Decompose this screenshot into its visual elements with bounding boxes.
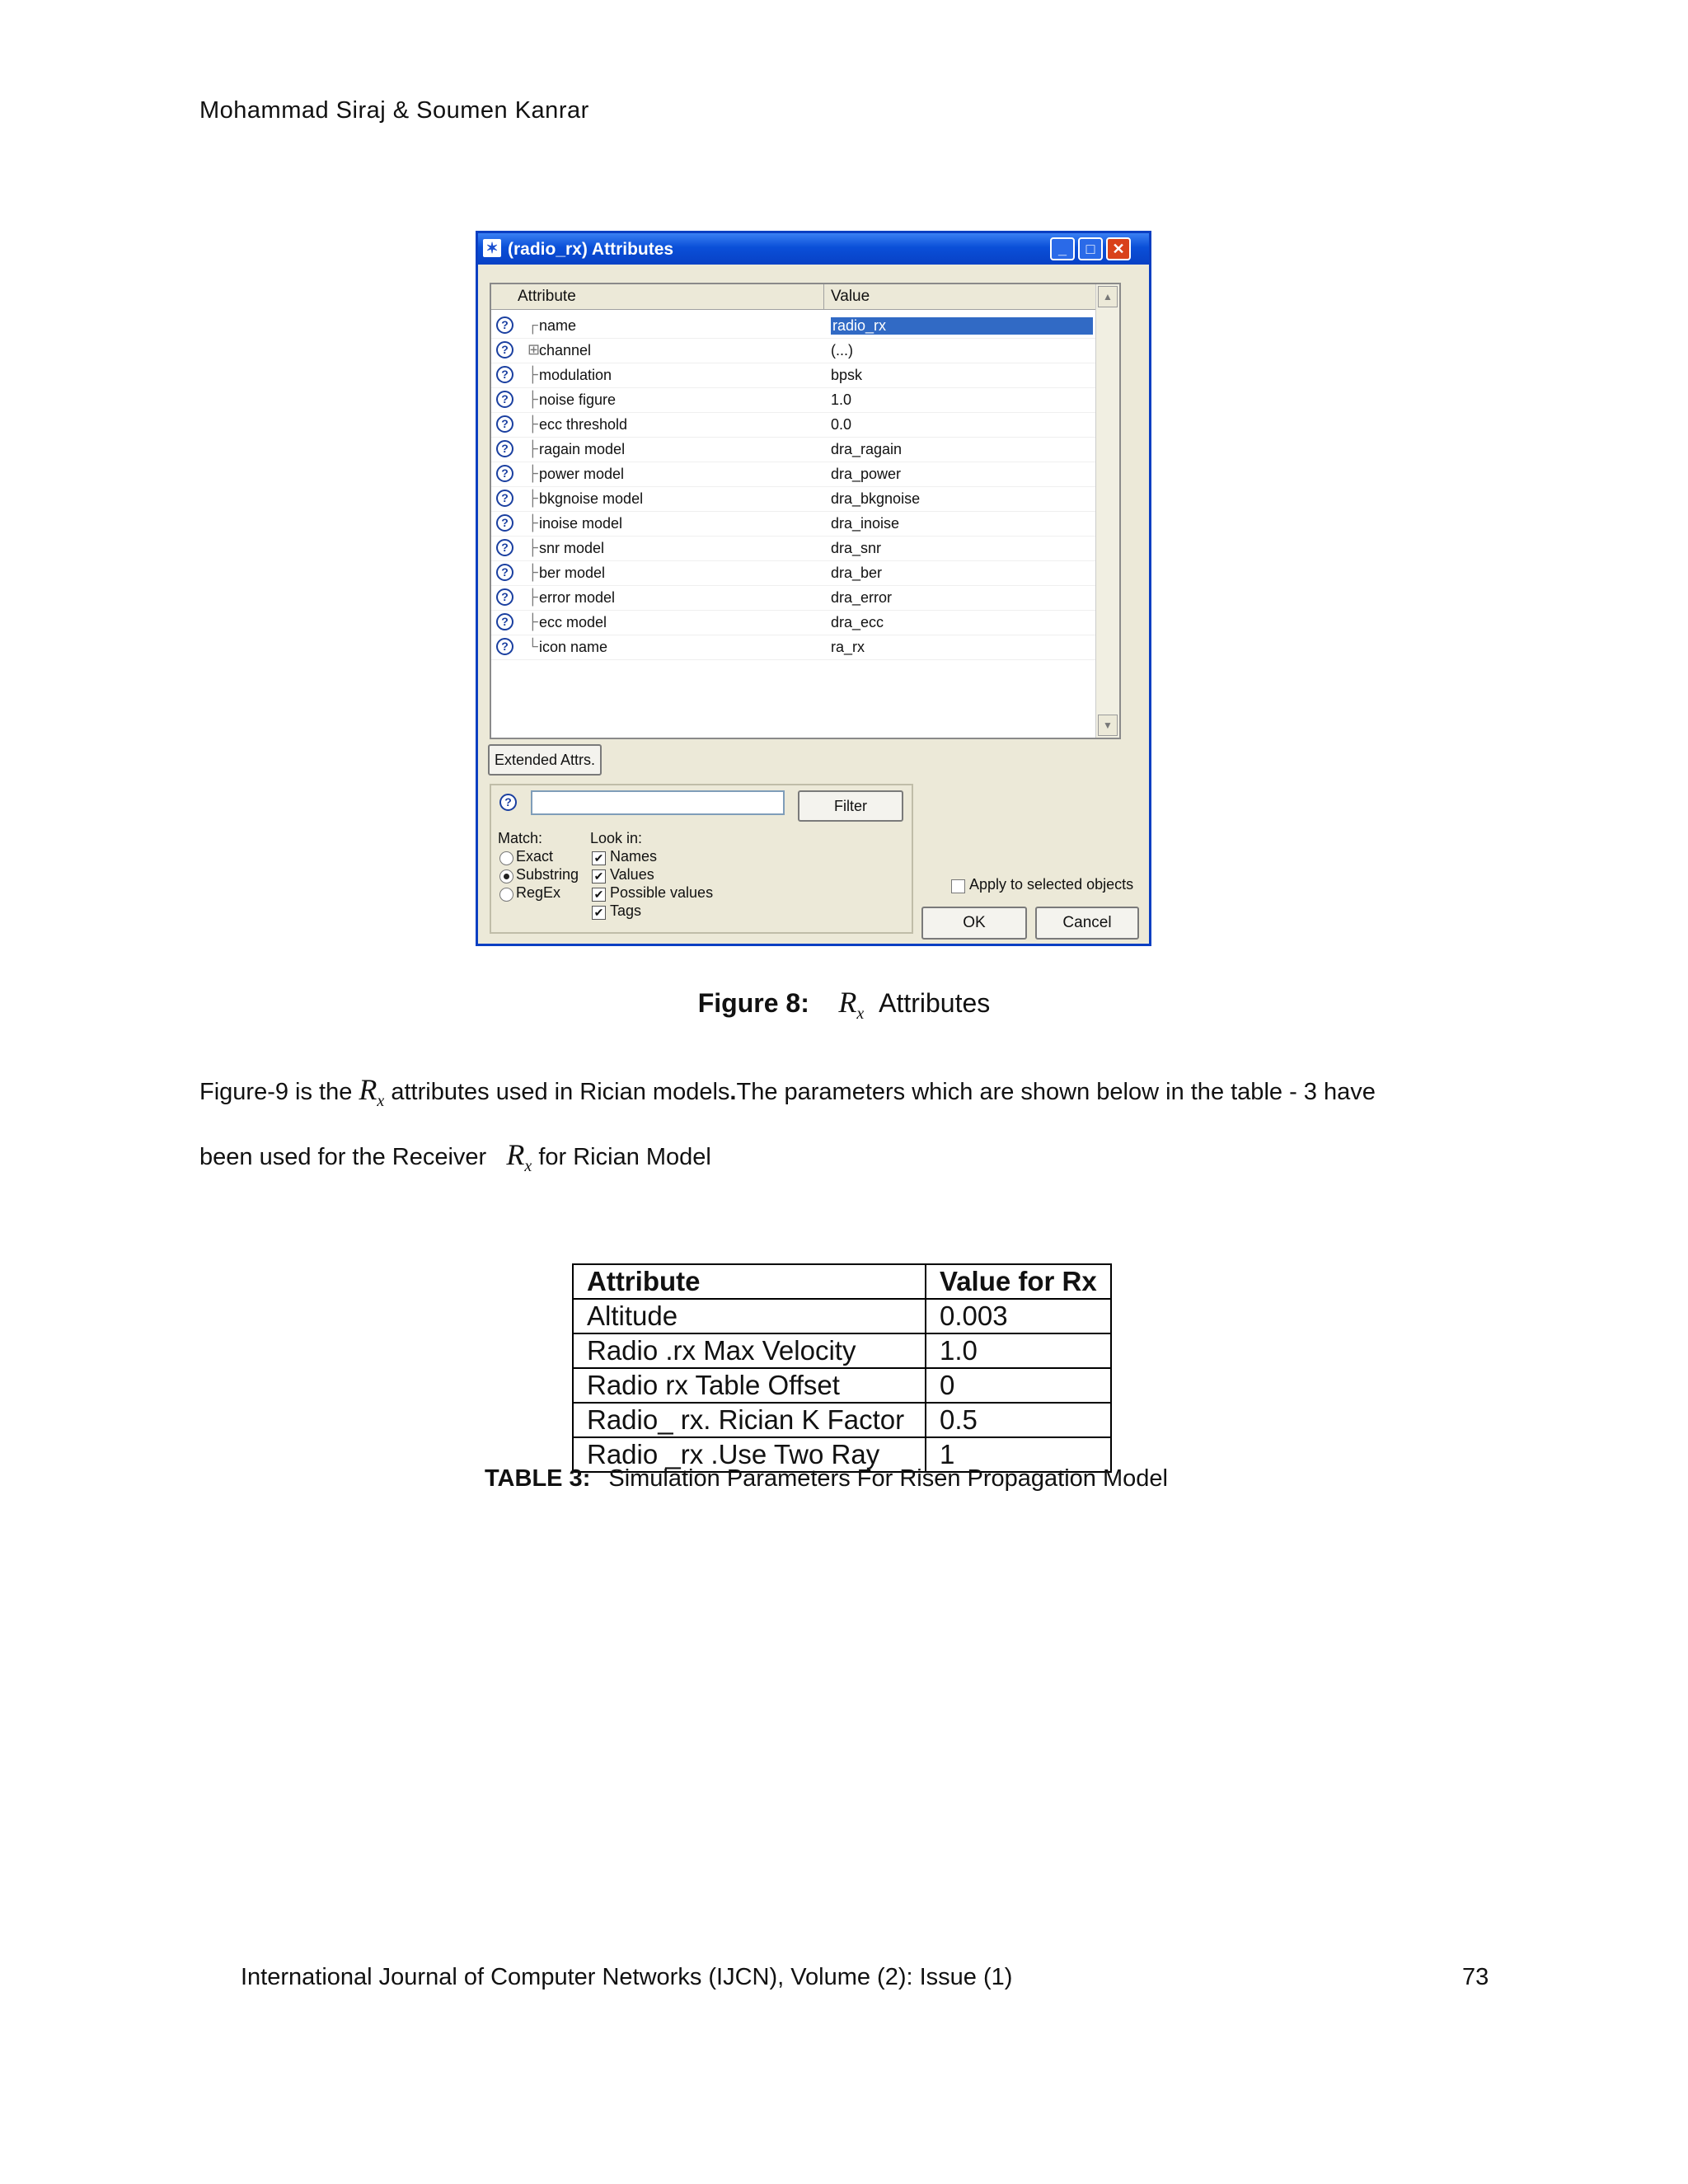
table-row[interactable] [491,586,1096,611]
help-icon[interactable]: ? [496,588,513,606]
attribute-value[interactable]: dra_ber [831,565,883,581]
table-row[interactable] [491,611,1096,635]
table-cell-attribute: Radio rx Table Offset [573,1368,926,1403]
look-in-tags-label[interactable]: Tags [610,902,642,919]
tree-connector-icon: ├ [528,440,538,457]
attribute-name: name [539,317,577,334]
para-text-1: Figure-9 is the [199,1079,353,1105]
para-text-5: for Rician Model [538,1144,711,1171]
table-row[interactable] [491,462,1096,487]
table-row[interactable] [491,561,1096,586]
table-header-attribute: Attribute [573,1264,926,1299]
help-icon[interactable]: ? [496,366,513,383]
look-in-possible-values-checkbox[interactable]: ✔ [592,888,606,902]
para-text-2: attributes used in Rician models [391,1079,730,1105]
tree-connector-icon: ├ [528,391,538,407]
attribute-name: snr model [539,540,605,556]
table-row [573,1403,1111,1437]
match-radio-exact[interactable] [499,851,513,865]
table-row[interactable] [491,512,1096,537]
table-cell-value: 0 [926,1368,1111,1403]
attribute-value[interactable]: (...) [831,342,853,359]
table-row [573,1299,1111,1333]
simulation-parameters-table [572,1263,1112,1473]
match-radio-regex[interactable] [499,888,513,902]
attribute-name: channel [539,342,592,359]
help-icon[interactable]: ? [496,440,513,457]
table-body [573,1299,1111,1472]
help-icon[interactable]: ? [496,415,513,433]
look-in-names-checkbox[interactable]: ✔ [592,851,606,865]
help-icon[interactable]: ? [496,638,513,655]
filter-input[interactable] [531,790,785,815]
dialog-titlebar [478,233,1149,265]
match-option-regex[interactable]: RegEx [516,884,561,901]
table-cell-value: 0.5 [926,1403,1111,1437]
figure-label: Figure 8: [697,988,809,1018]
look-in-tags-checkbox[interactable]: ✔ [592,906,606,920]
attribute-value[interactable]: radio_rx [831,317,1093,335]
attribute-value[interactable]: dra_ecc [831,614,884,630]
tree-connector-icon: ├ [528,465,538,481]
attribute-value[interactable]: ra_rx [831,639,865,655]
attribute-name: error model [539,589,616,606]
rx-symbol-inline-1: $R_x$ [359,1073,385,1111]
table-cell-value: 1 [926,1437,1111,1472]
running-header-authors: Mohammad Siraj & Soumen Kanrar [199,97,589,124]
table-row[interactable] [491,537,1096,561]
tree-connector-icon: └ [528,638,538,654]
table-row[interactable] [491,438,1096,462]
table-cell-attribute: Radio_ rx. Rician K Factor [573,1403,926,1437]
filter-button[interactable]: Filter [798,790,903,822]
table-label: TABLE 3: [485,1465,591,1492]
attribute-value[interactable]: dra_error [831,589,893,606]
grid-rows [491,314,1096,660]
attribute-value[interactable]: dra_inoise [831,515,900,532]
page-number: 73 [1462,1964,1489,1990]
attribute-name: inoise model [539,515,623,532]
help-icon[interactable]: ? [496,613,513,630]
table-row[interactable] [491,363,1096,388]
match-label: Match: [498,830,543,846]
help-icon[interactable]: ? [496,391,513,408]
attribute-name: power model [539,466,625,482]
tree-connector-icon: ├ [528,514,538,531]
maximize-icon[interactable]: □ [1078,237,1103,260]
attribute-grid [490,283,1121,739]
tree-connector-icon: ├ [528,564,538,580]
match-radio-substring[interactable] [499,869,513,883]
table-cell-attribute: Radio .rx Max Velocity [573,1333,926,1368]
table-row[interactable] [491,413,1096,438]
help-icon[interactable]: ? [496,341,513,359]
table-caption-text: Simulation Parameters For Risen Propagation Model [608,1465,1168,1492]
attribute-value[interactable]: dra_ragain [831,441,903,457]
look-in-values-label[interactable]: Values [610,866,654,883]
table-row [573,1333,1111,1368]
para-period: . [729,1079,737,1105]
dialog-title: (radio_rx) Attributes [508,240,674,259]
close-icon[interactable]: ✕ [1106,237,1131,260]
attribute-value[interactable]: 1.0 [831,391,852,408]
tree-connector-icon: ├ [528,490,538,506]
look-in-label: Look in: [590,830,643,846]
match-option-substring[interactable]: Substring [516,866,579,883]
look-in-names-label[interactable]: Names [610,848,658,865]
attribute-name: modulation [539,367,612,383]
help-icon[interactable]: ? [496,316,513,334]
grid-header [491,284,1096,310]
table-cell-value: 1.0 [926,1333,1111,1368]
figure-caption-text: Attributes [879,988,991,1018]
app-icon: ✶ [483,239,501,257]
table-cell-value: 0.003 [926,1299,1111,1333]
ok-button[interactable]: OK [921,907,1027,940]
table-row[interactable] [491,388,1096,413]
table-row[interactable] [491,635,1096,660]
tree-connector-icon: ┌ [528,316,538,333]
attribute-value[interactable]: 0.0 [831,416,852,433]
table-row[interactable] [491,314,1096,339]
help-icon[interactable]: ? [496,465,513,482]
filter-group [490,784,913,934]
attributes-dialog [476,231,1151,946]
attribute-name: ecc model [539,614,607,630]
footer-journal: International Journal of Computer Networks (IJCN), Volume (2): Issue (1) [241,1964,1013,1990]
attribute-value[interactable]: bpsk [831,367,863,383]
tree-connector-icon: ├ [528,415,538,432]
look-in-possible-values-label[interactable]: Possible values [610,884,714,901]
table-row[interactable] [491,339,1096,363]
attribute-name: icon name [539,639,608,655]
match-option-exact[interactable]: Exact [516,848,554,865]
scroll-up-icon[interactable]: ▲ [1098,286,1118,307]
look-in-values-checkbox[interactable]: ✔ [592,869,606,883]
tree-connector-icon: ├ [528,613,538,630]
minimize-icon[interactable]: _ [1050,237,1075,260]
vertical-scrollbar[interactable] [1095,284,1119,738]
table-header-value: Value for Rx [926,1264,1111,1299]
help-icon[interactable]: ? [496,514,513,532]
tree-connector-icon: ├ [528,366,538,382]
figure-caption [0,985,1688,1024]
tree-connector-icon: ├ [528,588,538,605]
table-header-row [573,1264,1111,1299]
attribute-name: ragain model [539,441,626,457]
tree-connector-icon[interactable]: ⊞ [528,341,541,358]
table-row [573,1368,1111,1403]
apply-selected-checkbox[interactable] [951,879,965,893]
scroll-down-icon[interactable]: ▼ [1098,715,1118,736]
table-row[interactable] [491,487,1096,512]
para-text-3: The parameters which are shown below in the table - 3 have [736,1079,1376,1105]
attribute-name: ecc threshold [539,416,628,433]
column-header-value[interactable]: Value [831,288,870,305]
column-separator[interactable] [823,284,824,309]
rx-symbol: $R_x$ [838,986,865,1024]
attribute-value[interactable]: dra_snr [831,540,882,556]
attribute-value[interactable]: dra_bkgnoise [831,490,921,507]
attribute-name: bkgnoise model [539,490,644,507]
apply-selected-label[interactable]: Apply to selected objects [969,876,1134,893]
help-icon[interactable]: ? [496,564,513,581]
tree-connector-icon: ├ [528,539,538,555]
attribute-name: ber model [539,565,606,581]
help-icon[interactable]: ? [496,539,513,556]
body-paragraph [199,1063,1493,1193]
attribute-value[interactable]: dra_power [831,466,902,482]
attribute-name: noise figure [539,391,617,408]
cancel-button[interactable]: Cancel [1035,907,1139,940]
help-icon[interactable]: ? [496,490,513,507]
column-header-attribute[interactable]: Attribute [518,288,576,305]
table-cell-attribute: Radio _rx .Use Two Ray [573,1437,926,1472]
para-text-4: been used for the Receiver [199,1144,487,1171]
rx-symbol-inline-2: $R_x$ [506,1138,532,1176]
extended-attrs-button[interactable]: Extended Attrs. [488,744,602,776]
table-cell-attribute: Altitude [573,1299,926,1333]
table-caption [485,1465,1168,1493]
help-icon[interactable]: ? [499,794,517,811]
